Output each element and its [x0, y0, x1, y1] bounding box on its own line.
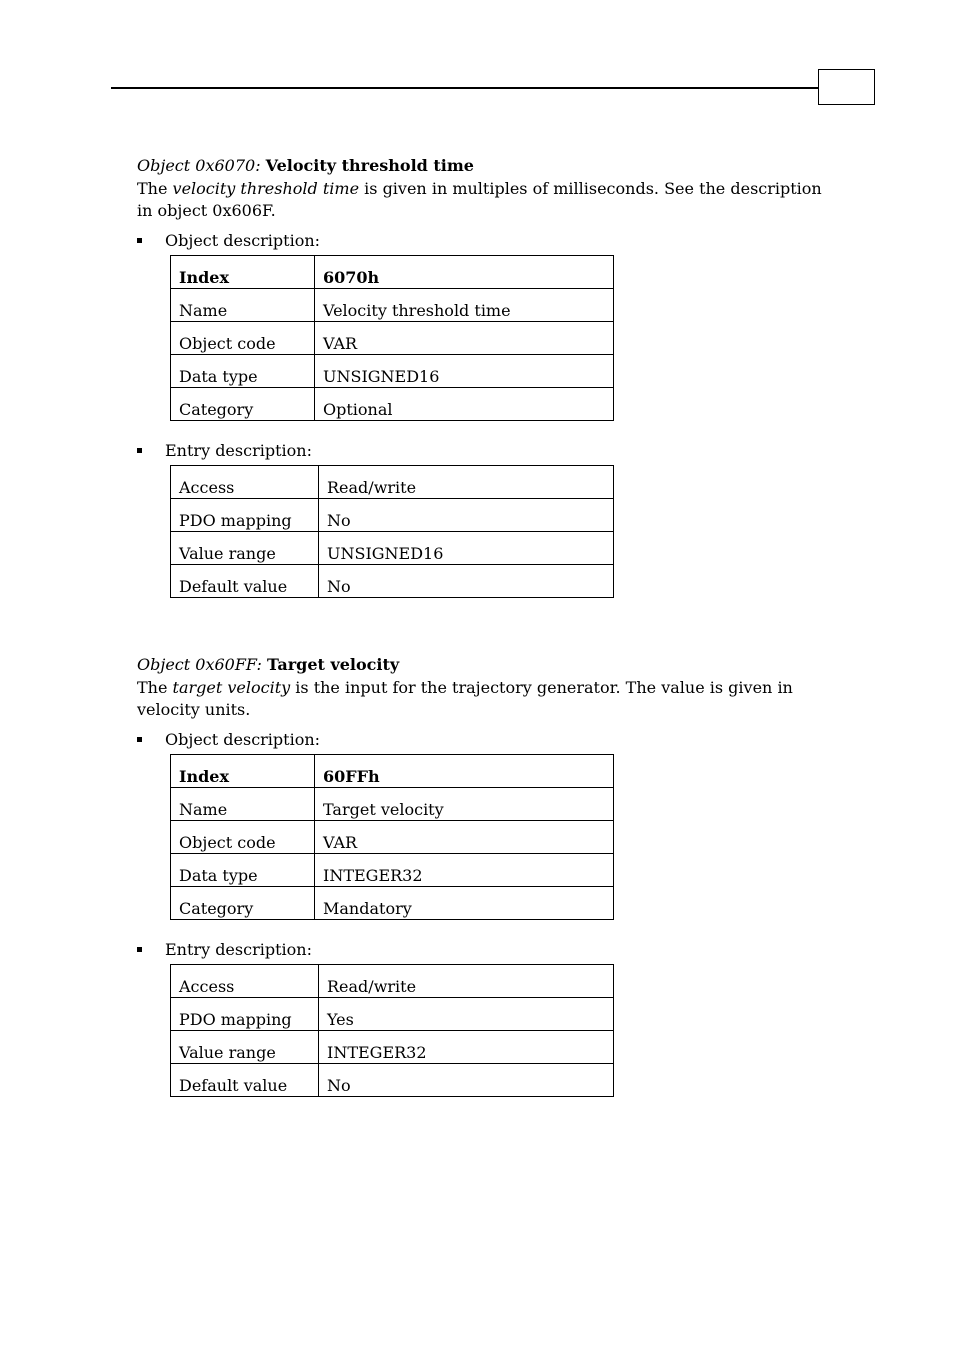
table-row: Index 6070h [171, 256, 614, 289]
entry-description-table [170, 465, 614, 598]
section-heading: Object 0x6070: Velocity threshold time [137, 156, 474, 175]
table-row: PDO mapping Yes [171, 998, 614, 1031]
bullet-square-icon [137, 737, 142, 742]
section-description: The target velocity is the input for the trajectory generator. The value is given in velocity units. [137, 678, 793, 719]
object-description-bullet: Object description: [137, 729, 827, 751]
bullet-square-icon [137, 947, 142, 952]
bullet-square-icon [137, 238, 142, 243]
object-description-bullet: Object description: [137, 230, 827, 252]
table-row: Value range UNSIGNED16 [171, 532, 614, 565]
table-row: Data type UNSIGNED16 [171, 355, 614, 388]
section-object-60ff [137, 655, 827, 1097]
entry-description-bullet: Entry description: [137, 939, 827, 961]
table-row: Access Read/write [171, 965, 614, 998]
table-row: Access Read/write [171, 466, 614, 499]
table-row: Index 60FFh [171, 755, 614, 788]
object-description-table [170, 754, 614, 920]
table-row: Value range INTEGER32 [171, 1031, 614, 1064]
section-description: The velocity threshold time is given in multiples of milliseconds. See the description in object 0x606F. [137, 179, 822, 220]
header-rule [111, 87, 819, 89]
entry-description-bullet: Entry description: [137, 440, 827, 462]
table-row: Category Optional [171, 388, 614, 421]
table-row: Data type INTEGER32 [171, 854, 614, 887]
section-object-6070 [137, 156, 827, 598]
table-row: Object code VAR [171, 821, 614, 854]
table-row: PDO mapping No [171, 499, 614, 532]
bullet-square-icon [137, 448, 142, 453]
section-heading: Object 0x60FF: Target velocity [137, 655, 400, 674]
table-row: Default value No [171, 1064, 614, 1097]
page-number-box [818, 69, 875, 105]
table-row: Default value No [171, 565, 614, 598]
object-description-table [170, 255, 614, 421]
table-row: Name Target velocity [171, 788, 614, 821]
table-row: Name Velocity threshold time [171, 289, 614, 322]
entry-description-table [170, 964, 614, 1097]
table-row: Category Mandatory [171, 887, 614, 920]
table-row: Object code VAR [171, 322, 614, 355]
